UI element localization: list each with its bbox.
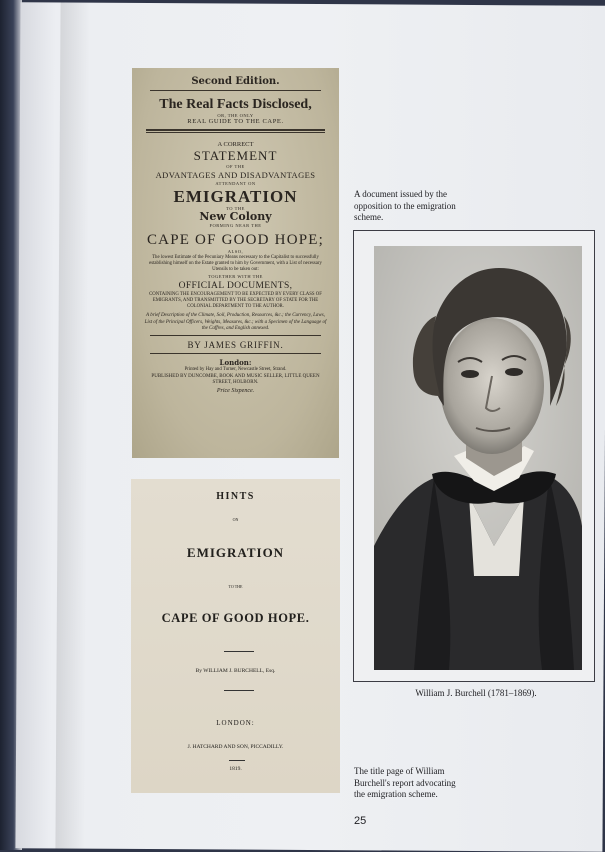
estimate-paragraph: The lowest Estimate of the Pecuniary Means necessary to the Capitalist to successfully establishing himself on the Estate granted to him by Government, with a List of necessary Utensils to be taken out:	[149, 254, 322, 272]
title-page-hints-on-emigration	[131, 479, 340, 793]
caption-title-page: The title page of William Burchell's report advocating the emigration scheme.	[354, 766, 456, 800]
containing-paragraph: CONTAINING THE ENCOURAGEMENT TO BE EXPECTED BY EVERY CLASS OF EMIGRANTS, AND TRANSMITTED BY THE SECRETARY OF STATE FOR THE COLONIAL DEPARTMENT TO THE AUTHOR.	[149, 292, 322, 310]
author-line: By WILLIAM J. BURCHELL, Esq.	[195, 668, 276, 674]
a-correct-label: A CORRECT	[217, 141, 254, 149]
emigration-heading: EMIGRATION	[173, 186, 298, 206]
to-the-label: TO THE	[226, 205, 245, 211]
brief-description: A brief Description of the Climate, Soil, Production, Resources, &c.; the Currency, Laws, List of the Principal Officers, Weights, Measures, &c.; with a Specimen of the Language of the Caffres, and English annexed.	[144, 313, 327, 331]
divider	[229, 760, 245, 761]
advantages-heading: ADVANTAGES AND DISADVANTAGES	[155, 170, 316, 180]
cape-heading: CAPE OF GOOD HOPE.	[161, 611, 310, 625]
portrait-illustration	[374, 246, 582, 670]
publisher-line: PUBLISHED BY DUNCOMBE, BOOK AND MUSIC SELLER, LITTLE QUEEN STREET, HOLBORN.	[151, 374, 320, 386]
page-gutter-shadow	[55, 2, 90, 848]
book-subtitle: REAL GUIDE TO THE CAPE.	[187, 117, 284, 125]
page-number: 25	[354, 815, 367, 827]
author-line: BY JAMES GRIFFIN.	[187, 340, 284, 351]
together-label: TOGETHER WITH THE	[208, 273, 263, 279]
london-label: London:	[219, 358, 252, 368]
price-line: Price Sixpence.	[216, 388, 255, 395]
london-label: LONDON:	[216, 719, 255, 727]
divider	[150, 90, 321, 91]
caption-portrait: William J. Burchell (1781–1869).	[415, 688, 537, 698]
new-colony-heading: New Colony	[199, 209, 272, 223]
portrait-photo	[374, 246, 582, 670]
to-the-label: TO THE	[228, 584, 243, 589]
official-documents-heading: OFFICIAL DOCUMENTS,	[178, 280, 293, 291]
double-divider	[146, 129, 325, 133]
or-the-label: OR, THE ONLY	[217, 112, 254, 118]
also-label: ALSO,	[227, 248, 244, 254]
attendant-on-label: ATTENDANT ON	[215, 180, 256, 186]
title-page-real-facts	[132, 68, 339, 458]
cape-heading: CAPE OF GOOD HOPE;	[146, 231, 325, 248]
publisher-line: J. HATCHARD AND SON, PICCADILLY.	[187, 744, 284, 750]
on-label: ON	[232, 517, 239, 522]
caption-opposition-document: A document issued by the opposition to the emigration scheme.	[354, 189, 456, 223]
emigration-heading: EMIGRATION	[186, 545, 285, 560]
statement-heading: STATEMENT	[193, 148, 278, 164]
hints-heading: HINTS	[216, 491, 255, 502]
year-label: 1819.	[229, 766, 242, 772]
printer-line: Printed by Hay and Turner, Newcastle Street, Strand.	[184, 367, 287, 372]
divider	[224, 690, 254, 691]
of-the-label: OF THE	[226, 163, 245, 169]
book-title: The Real Facts Disclosed,	[159, 97, 312, 113]
divider	[150, 353, 321, 354]
forming-near-label: FORMING NEAR THE	[209, 222, 262, 228]
divider	[224, 651, 254, 652]
divider	[150, 335, 321, 336]
edition-label: Second Edition.	[191, 76, 280, 87]
portrait-frame	[353, 230, 595, 682]
